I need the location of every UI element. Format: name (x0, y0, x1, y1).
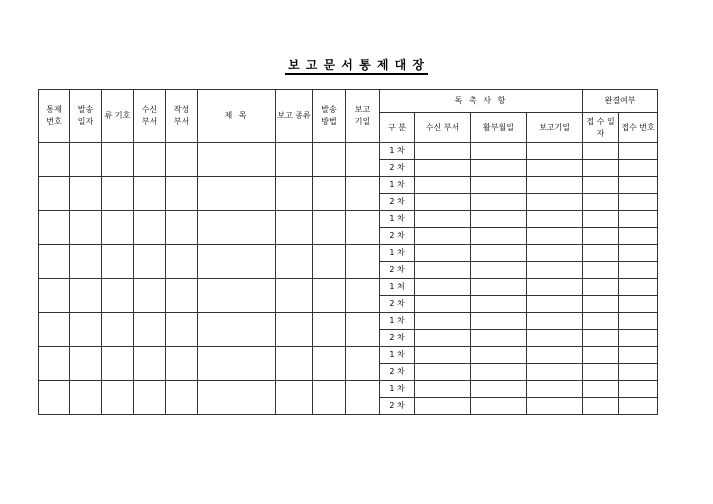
entry-cell[interactable] (583, 211, 619, 228)
division-cell: 1 차 (380, 381, 415, 398)
entry-cell[interactable] (134, 211, 166, 245)
entry-cell[interactable] (276, 177, 313, 211)
entry-cell[interactable] (619, 398, 658, 415)
entry-cell[interactable] (198, 143, 276, 177)
entry-cell[interactable] (276, 313, 313, 347)
entry-cell[interactable] (415, 143, 471, 160)
entry-cell[interactable] (346, 211, 380, 245)
entry-cell[interactable] (415, 313, 471, 330)
entry-cell[interactable] (471, 211, 527, 228)
entry-cell[interactable] (166, 313, 198, 347)
entry-cell[interactable] (415, 296, 471, 313)
entry-cell[interactable] (527, 296, 583, 313)
division-cell: 1 차 (380, 347, 415, 364)
entry-cell[interactable] (619, 160, 658, 177)
entry-cell[interactable] (39, 143, 70, 177)
entry-cell[interactable] (415, 279, 471, 296)
entry-cell[interactable] (313, 381, 346, 415)
entry-cell[interactable] (415, 381, 471, 398)
entry-cell[interactable] (415, 347, 471, 364)
entry-cell[interactable] (583, 194, 619, 211)
entry-cell[interactable] (346, 313, 380, 347)
header-receipt-date: 접 수 일 자 (583, 113, 619, 143)
table-row (39, 245, 658, 262)
entry-cell[interactable] (346, 347, 380, 381)
entry-cell[interactable] (70, 381, 102, 415)
entry-cell[interactable] (276, 211, 313, 245)
entry-cell[interactable] (313, 347, 346, 381)
entry-cell[interactable] (134, 313, 166, 347)
entry-cell[interactable] (313, 211, 346, 245)
entry-cell[interactable] (471, 228, 527, 245)
entry-cell[interactable] (166, 177, 198, 211)
entry-cell[interactable] (619, 347, 658, 364)
entry-cell[interactable] (166, 211, 198, 245)
entry-cell[interactable] (471, 398, 527, 415)
entry-cell[interactable] (198, 177, 276, 211)
entry-cell[interactable] (527, 177, 583, 194)
entry-cell[interactable] (102, 143, 134, 177)
header-completion-group: 완결여부 (583, 90, 658, 113)
division-cell: 2 차 (380, 398, 415, 415)
header-reminder-date: 활부월일 (471, 113, 527, 143)
entry-cell[interactable] (102, 313, 134, 347)
document-title-text: 보 고 문 서 통 제 대 장 (285, 58, 428, 75)
entry-cell[interactable] (198, 347, 276, 381)
division-cell: 1 차 (380, 313, 415, 330)
entry-cell[interactable] (527, 228, 583, 245)
entry-cell[interactable] (471, 245, 527, 262)
entry-cell[interactable] (70, 279, 102, 313)
entry-cell[interactable] (39, 381, 70, 415)
entry-cell[interactable] (471, 262, 527, 279)
table-row (39, 143, 658, 160)
entry-cell[interactable] (583, 160, 619, 177)
division-cell: 2 차 (380, 330, 415, 347)
table-row (39, 347, 658, 364)
division-cell: 1 차 (380, 211, 415, 228)
entry-cell[interactable] (527, 364, 583, 381)
entry-cell[interactable] (471, 194, 527, 211)
entry-cell[interactable] (415, 330, 471, 347)
entry-cell[interactable] (471, 313, 527, 330)
entry-cell[interactable] (619, 194, 658, 211)
entry-cell[interactable] (276, 381, 313, 415)
entry-cell[interactable] (583, 262, 619, 279)
entry-cell[interactable] (276, 347, 313, 381)
entry-cell[interactable] (198, 211, 276, 245)
entry-cell[interactable] (276, 245, 313, 279)
entry-cell[interactable] (415, 211, 471, 228)
entry-cell[interactable] (527, 194, 583, 211)
entry-cell[interactable] (619, 245, 658, 262)
entry-cell[interactable] (102, 381, 134, 415)
entry-cell[interactable] (527, 330, 583, 347)
entry-cell[interactable] (415, 194, 471, 211)
entry-cell[interactable] (471, 296, 527, 313)
entry-cell[interactable] (198, 381, 276, 415)
entry-cell[interactable] (619, 211, 658, 228)
header-category-no: 류 기호 (102, 90, 134, 143)
header-report-type: 보고 종류 (276, 90, 313, 143)
entry-cell[interactable] (346, 279, 380, 313)
header-recv-dept: 수신 부서 (134, 90, 166, 143)
division-cell: 1 차 (380, 245, 415, 262)
entry-cell[interactable] (166, 381, 198, 415)
entry-cell[interactable] (313, 143, 346, 177)
entry-cell[interactable] (583, 381, 619, 398)
entry-cell[interactable] (39, 313, 70, 347)
table-row (39, 211, 658, 228)
entry-cell[interactable] (415, 364, 471, 381)
entry-cell[interactable] (583, 296, 619, 313)
entry-cell[interactable] (527, 143, 583, 160)
entry-cell[interactable] (313, 245, 346, 279)
entry-cell[interactable] (619, 313, 658, 330)
entry-cell[interactable] (102, 347, 134, 381)
entry-cell[interactable] (346, 143, 380, 177)
entry-cell[interactable] (198, 313, 276, 347)
entry-cell[interactable] (527, 211, 583, 228)
entry-cell[interactable] (527, 279, 583, 296)
report-register-table (38, 89, 658, 415)
entry-cell[interactable] (619, 330, 658, 347)
entry-cell[interactable] (619, 228, 658, 245)
division-cell: 1 쳐 (380, 279, 415, 296)
entry-cell[interactable] (102, 245, 134, 279)
entry-cell[interactable] (70, 177, 102, 211)
entry-cell[interactable] (415, 262, 471, 279)
header-control-no: 통제 번호 (39, 90, 70, 143)
entry-cell[interactable] (39, 245, 70, 279)
entry-cell[interactable] (198, 279, 276, 313)
entry-cell[interactable] (471, 330, 527, 347)
entry-cell[interactable] (527, 313, 583, 330)
entry-cell[interactable] (134, 245, 166, 279)
entry-cell[interactable] (134, 177, 166, 211)
header-send-method: 발송 방법 (313, 90, 346, 143)
entry-cell[interactable] (527, 381, 583, 398)
entry-cell[interactable] (619, 296, 658, 313)
entry-cell[interactable] (39, 347, 70, 381)
entry-cell[interactable] (102, 279, 134, 313)
entry-cell[interactable] (134, 381, 166, 415)
division-cell: 2 차 (380, 160, 415, 177)
entry-cell[interactable] (471, 143, 527, 160)
document-title (0, 56, 713, 73)
entry-cell[interactable] (583, 177, 619, 194)
entry-cell[interactable] (346, 177, 380, 211)
entry-cell[interactable] (583, 364, 619, 381)
table-row (39, 177, 658, 194)
entry-cell[interactable] (619, 262, 658, 279)
entry-cell[interactable] (39, 177, 70, 211)
table-row (39, 279, 658, 296)
entry-cell[interactable] (583, 143, 619, 160)
header-reminder-group: 독 촉 사 항 (380, 90, 583, 113)
entry-cell[interactable] (415, 245, 471, 262)
entry-cell[interactable] (583, 279, 619, 296)
entry-cell[interactable] (415, 228, 471, 245)
division-cell: 2 차 (380, 364, 415, 381)
header-receipt-no: 접수 번호 (619, 113, 658, 143)
entry-cell[interactable] (70, 313, 102, 347)
entry-cell[interactable] (527, 262, 583, 279)
division-cell: 1 차 (380, 177, 415, 194)
entry-cell[interactable] (619, 279, 658, 296)
header-sent-date: 발송 일자 (70, 90, 102, 143)
entry-cell[interactable] (346, 381, 380, 415)
header-author-dept: 작성 부서 (166, 90, 198, 143)
entry-cell[interactable] (313, 279, 346, 313)
entry-cell[interactable] (70, 347, 102, 381)
header-recv-dept-sub: 수신 부서 (415, 113, 471, 143)
table-row (39, 313, 658, 330)
table-row (39, 381, 658, 398)
entry-cell[interactable] (583, 313, 619, 330)
entry-cell[interactable] (346, 245, 380, 279)
header-subject: 제 목 (198, 90, 276, 143)
entry-cell[interactable] (102, 211, 134, 245)
entry-cell[interactable] (166, 279, 198, 313)
entry-cell[interactable] (134, 143, 166, 177)
division-cell: 2 차 (380, 296, 415, 313)
entry-cell[interactable] (166, 347, 198, 381)
entry-cell[interactable] (583, 330, 619, 347)
division-cell: 2 차 (380, 262, 415, 279)
entry-cell[interactable] (198, 245, 276, 279)
entry-cell[interactable] (619, 143, 658, 160)
division-cell: 1 차 (380, 143, 415, 160)
entry-cell[interactable] (276, 143, 313, 177)
header-row-top (39, 90, 658, 113)
header-report-due-sub: 보고기일 (527, 113, 583, 143)
entry-cell[interactable] (583, 245, 619, 262)
entry-cell[interactable] (70, 211, 102, 245)
entry-cell[interactable] (313, 177, 346, 211)
division-cell: 2 차 (380, 228, 415, 245)
entry-cell[interactable] (471, 347, 527, 364)
entry-cell[interactable] (471, 279, 527, 296)
entry-cell[interactable] (276, 279, 313, 313)
entry-cell[interactable] (527, 160, 583, 177)
entry-cell[interactable] (471, 160, 527, 177)
entry-cell[interactable] (471, 177, 527, 194)
entry-cell[interactable] (102, 177, 134, 211)
entry-cell[interactable] (619, 364, 658, 381)
entry-cell[interactable] (471, 381, 527, 398)
entry-cell[interactable] (527, 347, 583, 364)
entry-cell[interactable] (166, 143, 198, 177)
entry-cell[interactable] (313, 313, 346, 347)
entry-cell[interactable] (134, 279, 166, 313)
entry-cell[interactable] (134, 347, 166, 381)
entry-cell[interactable] (583, 347, 619, 364)
entry-cell[interactable] (39, 211, 70, 245)
entry-cell[interactable] (415, 177, 471, 194)
entry-cell[interactable] (583, 228, 619, 245)
entry-cell[interactable] (619, 381, 658, 398)
entry-cell[interactable] (70, 245, 102, 279)
entry-cell[interactable] (415, 398, 471, 415)
entry-cell[interactable] (583, 398, 619, 415)
entry-cell[interactable] (527, 398, 583, 415)
entry-cell[interactable] (166, 245, 198, 279)
entry-cell[interactable] (527, 245, 583, 262)
division-cell: 2 차 (380, 194, 415, 211)
entry-cell[interactable] (70, 143, 102, 177)
entry-cell[interactable] (619, 177, 658, 194)
header-division: 구 분 (380, 113, 415, 143)
header-report-due: 보고 기일 (346, 90, 380, 143)
entry-cell[interactable] (471, 364, 527, 381)
entry-cell[interactable] (415, 160, 471, 177)
entry-cell[interactable] (39, 279, 70, 313)
